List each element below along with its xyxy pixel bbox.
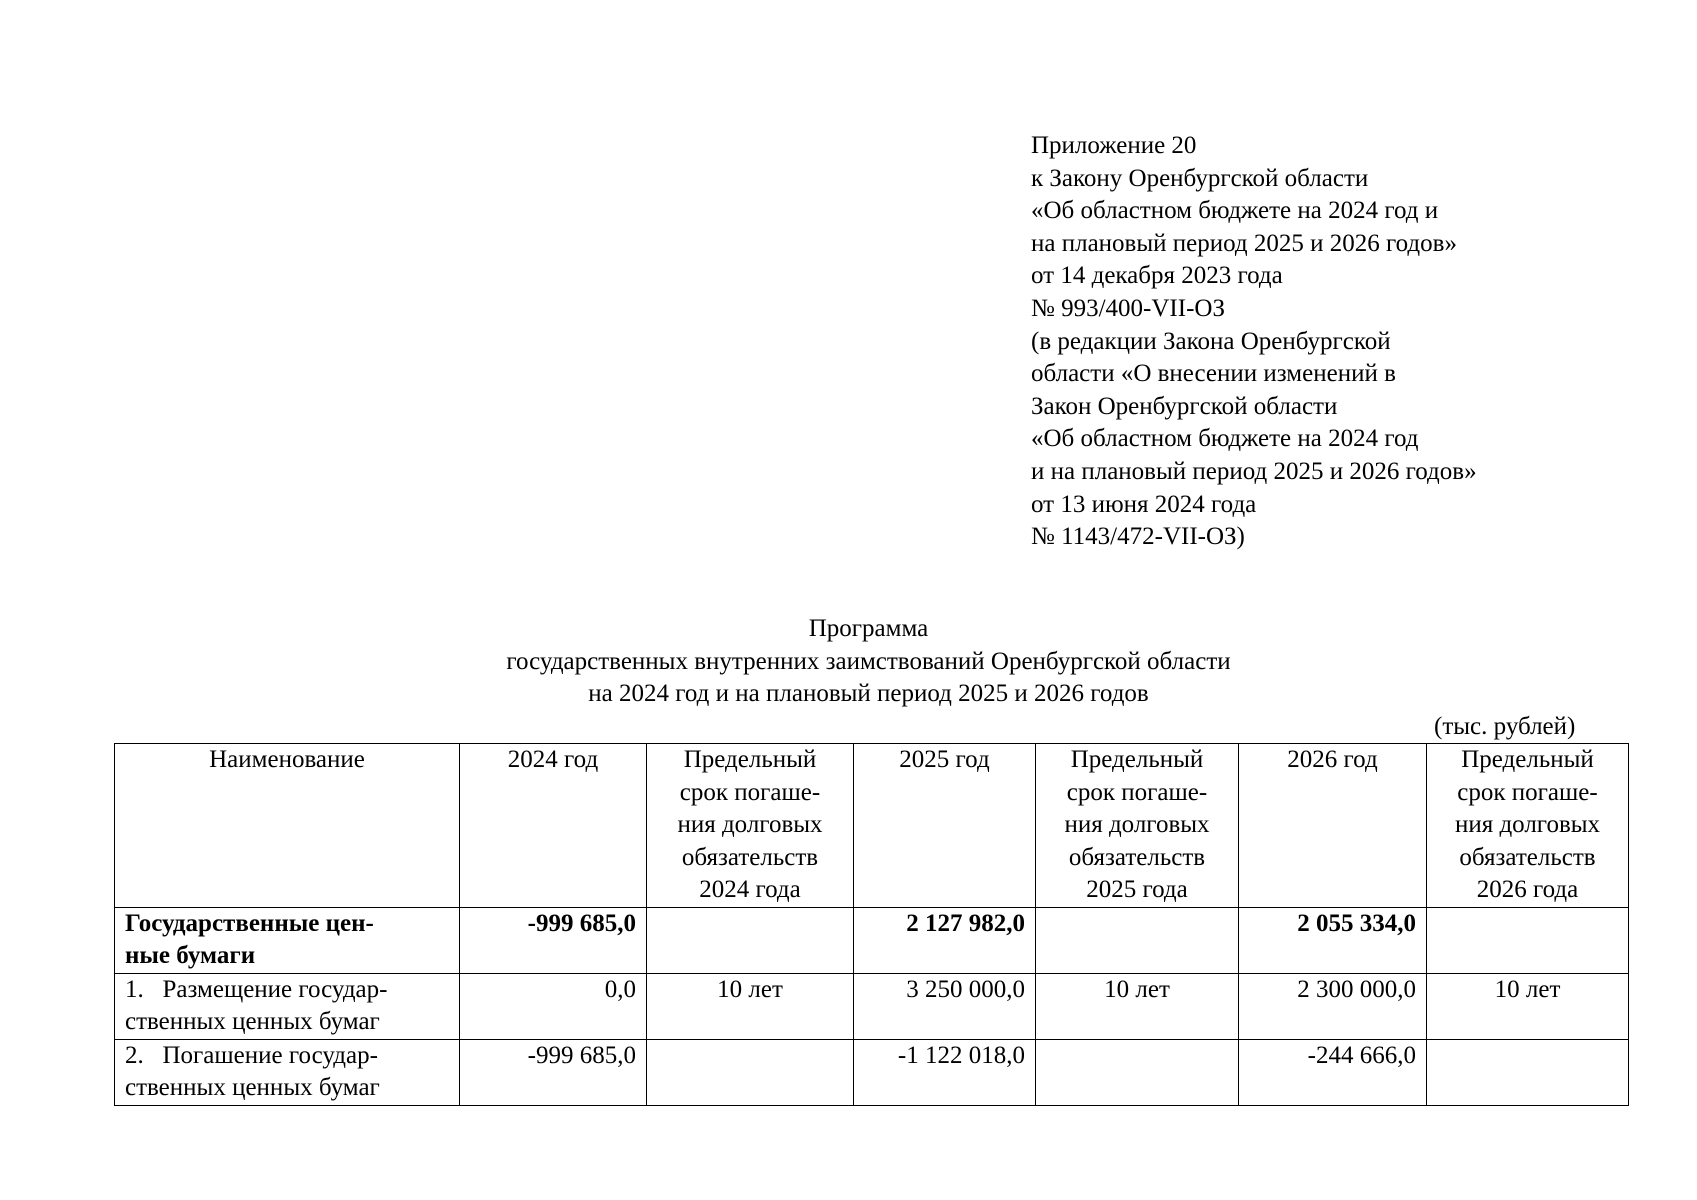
- cell-term-2025: [1036, 1039, 1239, 1105]
- title-line: на 2024 год и на плановый период 2025 и 2026 годов: [588, 680, 1149, 707]
- cell-2025: -1 122 018,0: [854, 1039, 1036, 1105]
- table-header-row: [115, 744, 1629, 908]
- appendix-line: (в редакции Закона Оренбургской: [1031, 327, 1391, 355]
- cell-2026: 2 300 000,0: [1239, 973, 1427, 1039]
- appendix-line: от 14 декабря 2023 года: [1031, 262, 1283, 290]
- appendix-line: от 13 июня 2024 года: [1031, 490, 1257, 518]
- appendix-line: «Об областном бюджете на 2024 год и: [1031, 197, 1439, 225]
- cell-term-2025: 10 лет: [1036, 973, 1239, 1039]
- header-2024: 2024 год: [460, 744, 647, 908]
- units-label: (тыс. рублей): [1434, 713, 1576, 740]
- cell-term-2026: [1427, 907, 1629, 973]
- title-line: Программа: [808, 615, 929, 642]
- cell-2024: -999 685,0: [460, 907, 647, 973]
- appendix-line: области «О внесении изменений в: [1031, 360, 1396, 388]
- document-title: [0, 613, 1697, 711]
- appendix-line: Приложение 20: [1031, 132, 1197, 159]
- appendix-line: № 1143/472-VII-ОЗ): [1031, 523, 1245, 551]
- cell-term-2024: 10 лет: [647, 973, 854, 1039]
- header-2025: 2025 год: [854, 744, 1036, 908]
- appendix-line: и на плановый период 2025 и 2026 годов»: [1031, 457, 1477, 485]
- header-term-2026: Предельный срок погаше- ния долговых обязательств 2026 года: [1427, 744, 1629, 908]
- cell-2025: 2 127 982,0: [854, 907, 1036, 973]
- title-line: государственных внутренних заимствований Оренбургской области: [506, 647, 1231, 675]
- header-term-2024: Предельный срок погаше- ния долговых обязательств 2024 года: [647, 744, 854, 908]
- header-name: Наименование: [115, 744, 460, 908]
- appendix-line: Закон Оренбургской области: [1031, 392, 1338, 420]
- row-name: Государственные цен- ные бумаги: [115, 907, 460, 973]
- appendix-line: на плановый период 2025 и 2026 годов»: [1031, 229, 1457, 257]
- appendix-line: «Об областном бюджете на 2024 год: [1031, 425, 1419, 453]
- row-name: 1. Размещение государ- ственных ценных бумаг: [115, 973, 460, 1039]
- cell-2026: -244 666,0: [1239, 1039, 1427, 1105]
- cell-2024: -999 685,0: [460, 1039, 647, 1105]
- cell-term-2024: [647, 1039, 854, 1105]
- header-2026: 2026 год: [1239, 744, 1427, 908]
- cell-term-2025: [1036, 907, 1239, 973]
- cell-term-2026: [1427, 1039, 1629, 1105]
- cell-2024: 0,0: [460, 973, 647, 1039]
- appendix-line: № 993/400-VII-ОЗ: [1031, 294, 1225, 322]
- cell-2026: 2 055 334,0: [1239, 907, 1427, 973]
- borrowing-table: [114, 743, 1629, 1106]
- cell-term-2026: 10 лет: [1427, 973, 1629, 1039]
- appendix-note: [1031, 130, 1477, 554]
- table-row-repayment: [115, 1039, 1629, 1105]
- cell-term-2024: [647, 907, 854, 973]
- table-row-securities-total: [115, 907, 1629, 973]
- header-term-2025: Предельный срок погаше- ния долговых обязательств 2025 года: [1036, 744, 1239, 908]
- appendix-line: к Закону Оренбургской области: [1031, 164, 1369, 192]
- row-name: 2. Погашение государ- ственных ценных бумаг: [115, 1039, 460, 1105]
- cell-2025: 3 250 000,0: [854, 973, 1036, 1039]
- table-row-placement: [115, 973, 1629, 1039]
